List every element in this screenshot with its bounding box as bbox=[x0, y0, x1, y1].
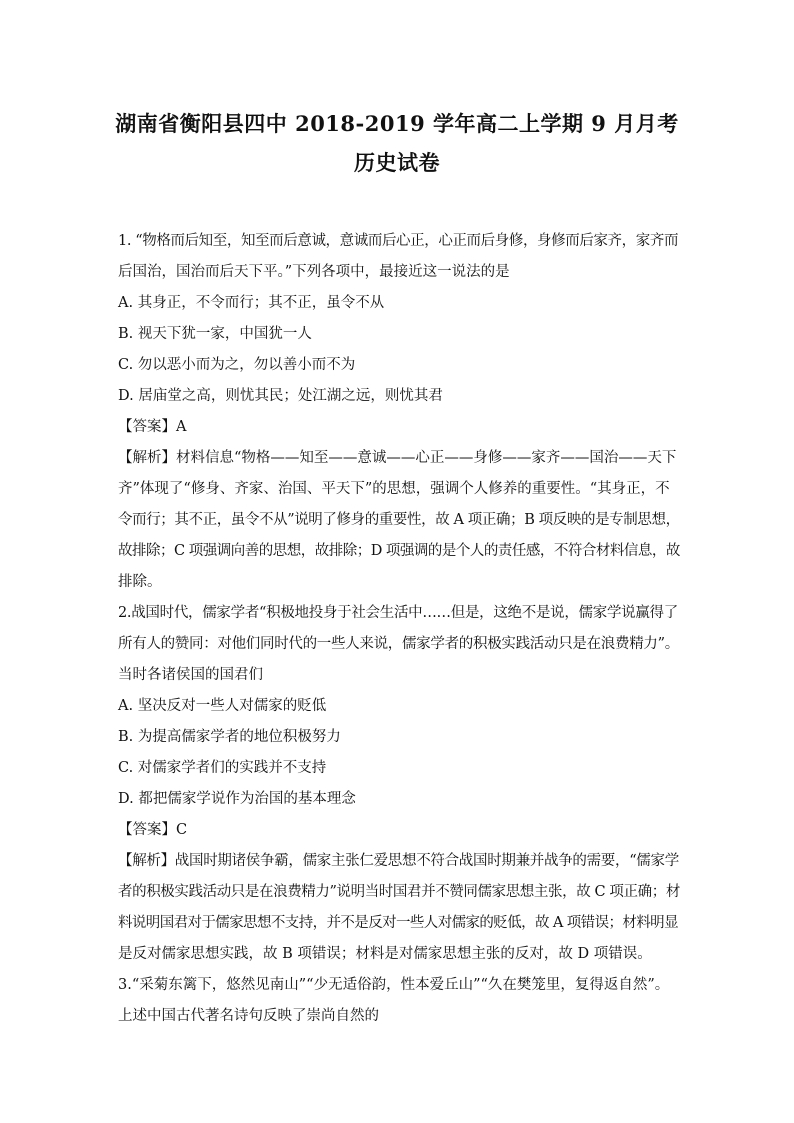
analysis-line: 是反对儒家思想实践，故 B 项错误；材料是对儒家思想主张的反对，故 D 项错误。 bbox=[118, 946, 652, 962]
analysis-line: 【解析】材料信息“物格——知至——意诚——心正——身修——家齐——国治——天下 bbox=[118, 450, 677, 466]
option-b: B. 视天下犹一家，中国犹一人 bbox=[118, 326, 312, 342]
question-stem-line: 1. “物格而后知至，知至而后意诚，意诚而后心正，心正而后身修，身修而后家齐，家齐而 bbox=[118, 233, 679, 249]
question-3 bbox=[118, 970, 680, 1032]
answer-label: 【答案】A bbox=[118, 419, 187, 435]
question-content bbox=[118, 226, 680, 1032]
question-stem-line: 后国治，国治而后天下平。”下列各项中，最接近这一说法的是 bbox=[118, 264, 510, 280]
analysis-line: 故排除；C 项强调向善的思想，故排除；D 项强调的是个人的责任感，不符合材料信息，故 bbox=[118, 543, 680, 559]
question-1 bbox=[118, 226, 680, 598]
document-title: 湖南省衡阳县四中 2018-2019 学年高二上学期 9 月月考 bbox=[115, 111, 679, 136]
analysis-line: 齐”体现了“修身、齐家、治国、平天下”的思想，强调个人修养的重要性。“其身正，不 bbox=[118, 481, 670, 497]
question-stem-line: 当时各诸侯国的国君们 bbox=[118, 667, 263, 683]
question-stem-line: 3.“采菊东篱下，悠然见南山”“少无适俗韵，性本爱丘山”“久在樊笼里，复得返自然”。 bbox=[118, 977, 670, 993]
answer-label: 【答案】C bbox=[118, 822, 188, 838]
option-b: B. 为提高儒家学者的地位积极努力 bbox=[118, 729, 341, 745]
analysis-line: 【解析】战国时期诸侯争霸，儒家主张仁爱思想不符合战国时期兼并战争的需要，“儒家学 bbox=[118, 853, 679, 869]
question-stem-line: 上述中国古代著名诗句反映了崇尚自然的 bbox=[118, 1008, 379, 1024]
analysis-line: 者的积极实践活动只是在浪费精力”说明当时国君并不赞同儒家思想主张，故 C 项正确；材 bbox=[118, 884, 680, 900]
analysis-line: 排除。 bbox=[118, 574, 162, 590]
option-c: C. 勿以恶小而为之，勿以善小而不为 bbox=[118, 357, 356, 373]
question-stem-line: 所有人的赞同：对他们同时代的一些人来说，儒家学者的积极实践活动只是在浪费精力”。 bbox=[118, 636, 679, 652]
analysis-line: 令而行；其不正，虽令不从”说明了修身的重要性，故 A 项正确；B 项反映的是专制思想， bbox=[118, 512, 680, 528]
question-stem-line: 2.战国时代，儒家学者“积极地投身于社会生活中……但是，这绝不是说，儒家学说赢得了 bbox=[118, 605, 678, 621]
option-a: A. 坚决反对一些人对儒家的贬低 bbox=[118, 698, 327, 714]
option-d: D. 居庙堂之高，则忧其民；处江湖之远，则忧其君 bbox=[118, 388, 443, 404]
question-2 bbox=[118, 598, 680, 970]
option-a: A. 其身正，不令而行；其不正，虽令不从 bbox=[118, 295, 385, 311]
analysis-line: 料说明国君对于儒家思想不支持，并不是反对一些人对儒家的贬低，故 A 项错误；材料明显 bbox=[118, 915, 678, 931]
document-subtitle: 历史试卷 bbox=[354, 150, 440, 175]
option-d: D. 都把儒家学说作为治国的基本理念 bbox=[118, 791, 356, 807]
option-c: C. 对儒家学者们的实践并不支持 bbox=[118, 760, 327, 776]
